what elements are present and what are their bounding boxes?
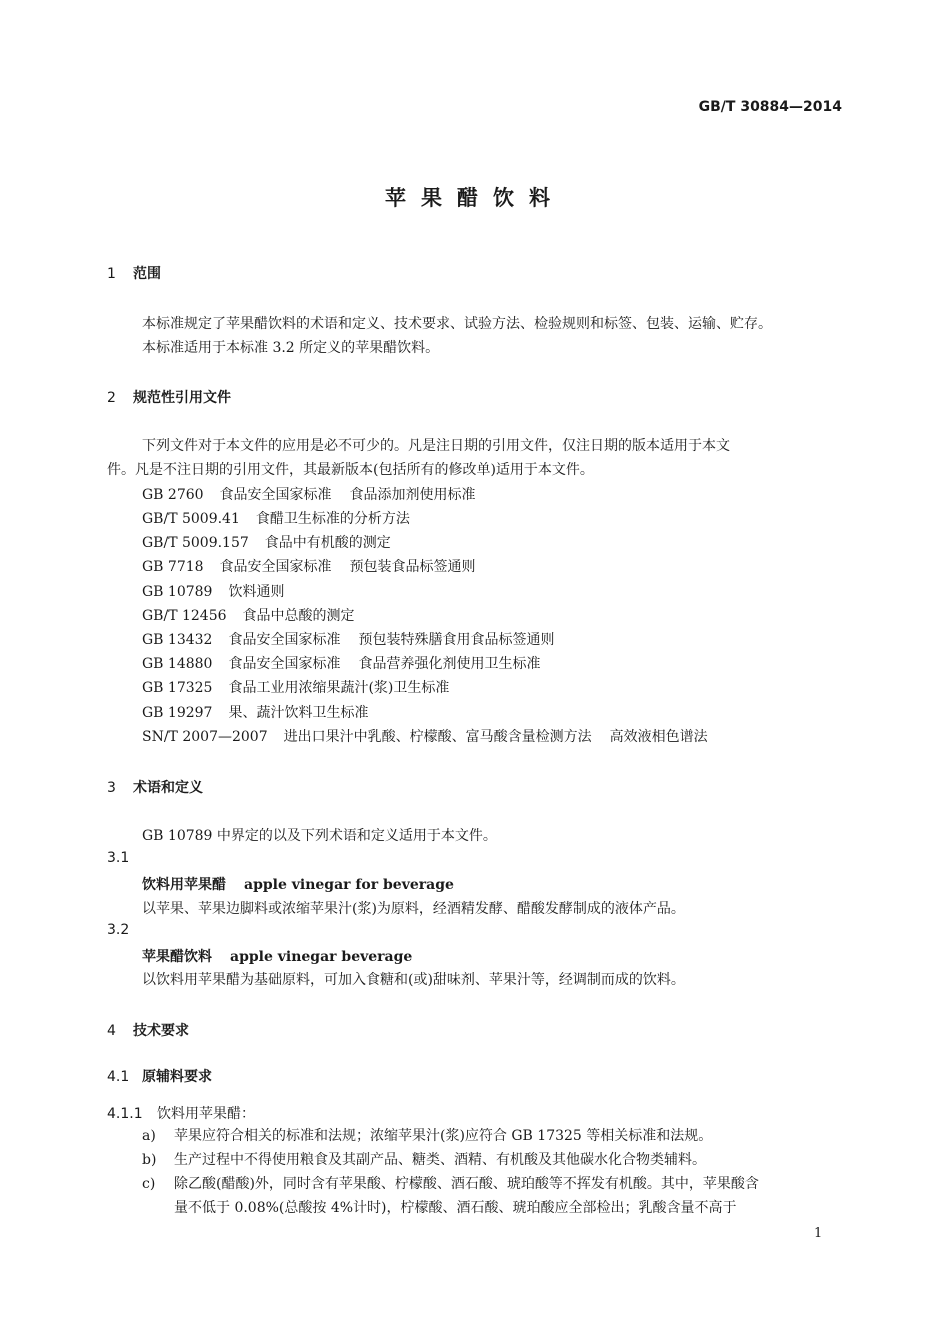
- list-label: c): [142, 1176, 156, 1192]
- reference-code: GB/T 5009.41: [142, 511, 240, 527]
- reference-subtitle: 高效液相色谱法: [609, 729, 708, 745]
- list-label: b): [142, 1152, 157, 1168]
- reference-item: [142, 677, 467, 697]
- subsection-number: 4.1: [107, 1069, 130, 1085]
- subsection-title: 原辅料要求: [142, 1069, 212, 1085]
- reference-title: 进出口果汁中乳酸、柠檬酸、富马酸含量检测方法: [283, 729, 592, 745]
- section-title: 范围: [133, 266, 161, 282]
- reference-item: [142, 532, 409, 552]
- list-item: [142, 1172, 759, 1196]
- list-label: a): [142, 1128, 156, 1144]
- reference-subtitle: 预包装食品标签通则: [349, 559, 476, 575]
- term-number: 3.1: [107, 850, 130, 866]
- reference-title: 食品安全国家标准: [219, 559, 332, 575]
- list-text: 生产过程中不得使用粮食及其副产品、糖类、酒精、有机酸及其他碳水化合物类辅料。: [174, 1152, 706, 1168]
- section-title: 规范性引用文件: [133, 390, 231, 406]
- reference-title: 食品安全国家标准: [228, 632, 341, 648]
- term-english: apple vinegar for beverage: [244, 877, 454, 893]
- section-number: 4: [107, 1023, 116, 1039]
- normative-intro-line-2: 件。凡是不注日期的引用文件，其最新版本(包括所有的修改单)适用于本文件。: [107, 462, 594, 478]
- reference-title: 食品工业用浓缩果蔬汁(浆)卫生标准: [228, 680, 450, 696]
- section-2-heading: [107, 387, 231, 407]
- subsection-4-1-1-heading: [107, 1102, 255, 1126]
- reference-item: [142, 653, 540, 673]
- scope-paragraph-1: 本标准规定了苹果醋饮料的术语和定义、技术要求、试验方法、检验规则和标签、包装、运输、贮存。: [142, 316, 772, 332]
- term-number: 3.2: [107, 922, 130, 938]
- list-text: 除乙酸(醋酸)外，同时含有苹果酸、柠檬酸、酒石酸、琥珀酸等不挥发有机酸。其中，苹果酸含: [174, 1176, 759, 1192]
- term-name: [142, 946, 412, 966]
- reference-title: 果、蔬汁饮料卫生标准: [228, 705, 369, 721]
- document-title: 苹果醋饮料: [385, 186, 565, 210]
- section-3-heading: [107, 777, 203, 797]
- term-chinese: 苹果醋饮料: [142, 949, 212, 965]
- reference-item: [142, 556, 476, 576]
- term-definition: 以饮料用苹果醋为基础原料，可加入食糖和(或)甜味剂、苹果汁等，经调制而成的饮料。: [142, 972, 685, 988]
- term-english: apple vinegar beverage: [230, 949, 413, 965]
- standard-code: GB/T 30884—2014: [698, 99, 842, 115]
- reference-subtitle: 预包装特殊膳食用食品标签通则: [358, 632, 555, 648]
- reference-code: GB 10789: [142, 584, 213, 600]
- section-1-heading: [107, 263, 161, 283]
- reference-title: 饮料通则: [228, 584, 285, 600]
- reference-item: [142, 508, 428, 528]
- reference-title: 食醋卫生标准的分析方法: [255, 511, 410, 527]
- reference-code: GB 7718: [142, 559, 204, 575]
- subsection-number: 4.1.1: [107, 1106, 143, 1122]
- reference-item: [142, 702, 386, 722]
- reference-item: [142, 629, 554, 649]
- reference-title: 食品安全国家标准: [228, 656, 341, 672]
- term-name: [142, 874, 454, 894]
- reference-title: 食品安全国家标准: [219, 487, 332, 503]
- reference-code: GB/T 12456: [142, 608, 227, 624]
- reference-item: [142, 581, 302, 601]
- list-text: 苹果应符合相关的标准和法规；浓缩苹果汁(浆)应符合 GB 17325 等相关标准和法规。: [174, 1128, 713, 1144]
- terms-intro-paragraph: GB 10789 中界定的以及下列术语和定义适用于本文件。: [142, 828, 497, 844]
- reference-item: [142, 605, 373, 625]
- section-number: 1: [107, 266, 116, 282]
- reference-subtitle: 食品添加剂使用标准: [349, 487, 476, 503]
- reference-code: GB 2760: [142, 487, 204, 503]
- page-number: 1: [814, 1226, 823, 1241]
- reference-subtitle: 食品营养强化剂使用卫生标准: [358, 656, 541, 672]
- reference-code: GB 13432: [142, 632, 213, 648]
- term-chinese: 饮料用苹果醋: [142, 877, 226, 893]
- section-title: 术语和定义: [133, 780, 203, 796]
- section-4-heading: [107, 1020, 189, 1040]
- section-number: 3: [107, 780, 116, 796]
- normative-intro-line-1: 下列文件对于本文件的应用是必不可少的。凡是注日期的引用文件，仅注日期的版本适用于本文: [142, 438, 730, 454]
- section-number: 2: [107, 390, 116, 406]
- reference-item: [142, 726, 708, 746]
- term-definition: 以苹果、苹果边脚料或浓缩苹果汁(浆)为原料，经酒精发酵、醋酸发酵制成的液体产品。: [142, 901, 685, 917]
- list-text-continuation: 量不低于 0.08%(总酸按 4%计时)，柠檬酸、酒石酸、琥珀酸应全部检出；乳酸含量不高于: [174, 1200, 737, 1216]
- section-title: 技术要求: [133, 1023, 189, 1039]
- reference-code: GB/T 5009.157: [142, 535, 249, 551]
- reference-code: GB 19297: [142, 705, 213, 721]
- subsection-4-1-heading: [107, 1066, 212, 1086]
- reference-code: GB 14880: [142, 656, 213, 672]
- reference-code: SN/T 2007—2007: [142, 729, 268, 745]
- scope-paragraph-2: 本标准适用于本标准 3.2 所定义的苹果醋饮料。: [142, 340, 440, 356]
- subsection-title: 饮料用苹果醋：: [157, 1106, 255, 1122]
- reference-title: 食品中有机酸的测定: [264, 535, 391, 551]
- reference-item: [142, 484, 476, 504]
- list-item: [142, 1148, 706, 1172]
- reference-code: GB 17325: [142, 680, 213, 696]
- list-item: [142, 1124, 712, 1148]
- reference-title: 食品中总酸的测定: [242, 608, 355, 624]
